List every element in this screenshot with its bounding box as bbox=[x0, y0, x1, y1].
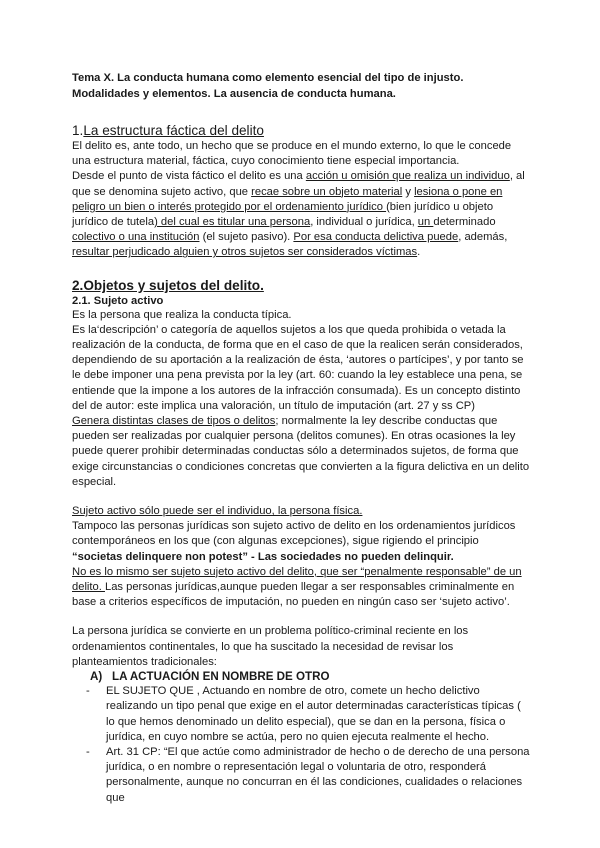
text-run: determinado bbox=[433, 216, 496, 229]
section-1-paragraph-1: El delito es, ante todo, un hecho que se produce en el mundo externo, lo que le concede una estructura material, fáctica, cuyo conocimiento tiene especial importancia. bbox=[72, 140, 512, 168]
text-run: , además, bbox=[458, 231, 508, 244]
underlined-run: Por esa conducta delictiva puede bbox=[293, 231, 459, 244]
section-2 bbox=[72, 277, 532, 806]
list-item-text: Art. 31 CP: “El que actúe como administrador de hecho o de derecho de una persona jurídica, o en nombre o representación legal o voluntaria de otro, responderá personalmente, aunque no concurran en él las condiciones, cualidades o relaciones que bbox=[106, 745, 530, 804]
document-title-line-1: Tema X. La conducta humana como elemento esencial del tipo de injusto. bbox=[72, 72, 464, 84]
subsection-2-1-heading: 2.1. Sujeto activo bbox=[72, 294, 164, 307]
underlined-run: un bbox=[417, 216, 434, 229]
dash-bullet: - bbox=[86, 685, 90, 698]
section-2-paragraph-8: La persona jurídica se convierte en un problema político-criminal reciente en los ordenamientos continentales, lo que ha suscitado la necesidad de revisar los planteamientos tradicionales: bbox=[72, 625, 469, 668]
section-1-heading bbox=[72, 122, 532, 139]
list-item-a-text: LA ACTUACIÓN EN NOMBRE DE OTRO bbox=[112, 670, 330, 684]
underlined-run: lesiona o pone en peligro un bien o interés protegido por el ordenamiento jurídico bbox=[72, 185, 503, 213]
list-item-text: EL SUJETO QUE , Actuando en nombre de otro, comete un hecho delictivo realizando un tipo penal que exige en el autor determinadas características típicas ( lo que hemos denominado un delito especial), que se dan en la persona, física o jurídica, en cuyo nombre se actúa, pero no quien ejecuta realmente el hecho. bbox=[106, 685, 521, 743]
text-run: Desde el punto de vista fáctico el delito es una bbox=[72, 170, 306, 183]
list-item bbox=[86, 745, 532, 806]
dash-list bbox=[72, 684, 532, 806]
underlined-run: Genera distintas clases de tipos o delitos bbox=[72, 415, 276, 428]
section-2-paragraph-5: Tampoco las personas jurídicas son sujeto activo de delito en los ordenamientos jurídicos contemporáneos en los que (con algunas excepciones), sigue rigiendo el principio bbox=[72, 520, 516, 548]
spacer bbox=[72, 610, 532, 624]
list-item bbox=[86, 684, 532, 745]
section-2-title: 2.Objetos y sujetos del delito. bbox=[72, 277, 264, 293]
text-run: (bien jurídico u objeto jurídico de tutela bbox=[72, 200, 494, 229]
section-2-paragraph-1: Es la persona que realiza la conducta típica. bbox=[72, 308, 292, 321]
document-title-line-2: Modalidades y elementos. La ausencia de conducta humana. bbox=[72, 88, 396, 100]
section-2-heading bbox=[72, 277, 532, 294]
document-page bbox=[72, 70, 532, 806]
section-2-paragraph-7 bbox=[72, 565, 532, 611]
list-item-a bbox=[90, 670, 532, 684]
text-run: , individual o jurídica, bbox=[310, 216, 418, 229]
section-2-latin-principle: “societas delinquere non potest” - Las sociedades no pueden delinquir. bbox=[72, 550, 454, 563]
dash-bullet: - bbox=[86, 745, 90, 758]
list-item-a-label: A) bbox=[90, 670, 103, 684]
section-2-paragraph-3 bbox=[72, 414, 532, 490]
underlined-run: colectivo o una institución bbox=[72, 231, 200, 244]
spacer bbox=[72, 490, 532, 504]
section-2-paragraph-4 bbox=[72, 504, 532, 519]
text-run: . bbox=[417, 246, 421, 259]
text-run: ; normalmente la ley describe conductas que pueden ser realizadas por cualquier persona (delitos comunes). En otras ocasiones la ley puede querer prohibir determinadas conductas sólo a determinados sujetos, de forma que exige circunstancias o condiciones concretas que convierten a la figura delictiva en un delito especial. bbox=[72, 415, 530, 488]
text-run: , al que se denomina sujeto activo, que bbox=[72, 170, 525, 198]
underlined-run: recae sobre un objeto material bbox=[251, 185, 403, 198]
underlined-run: acción u omisión que realiza un individuo bbox=[305, 170, 510, 183]
section-1-title: La estructura fáctica del delito bbox=[83, 123, 264, 138]
underlined-run: No es lo mismo ser sujeto sujeto activo del delito, que ser “penalmente responsable” de un delito. bbox=[72, 565, 522, 594]
text-run: y bbox=[402, 185, 415, 198]
text-run: Las personas jurídicas,aunque pueden llegar a ser responsables criminalmente en base a criterios específicos de imputación, no pueden en ningún caso ser ‘sujeto activo’. bbox=[72, 581, 515, 609]
underlined-run: ) del cual es titular una persona bbox=[154, 216, 311, 229]
underlined-run: Sujeto activo sólo puede ser el individuo, la persona física. bbox=[72, 505, 363, 518]
underlined-run: resultar perjudicado alguien y otros sujetos ser considerados víctimas bbox=[72, 246, 418, 259]
section-1-paragraph-2 bbox=[72, 169, 532, 260]
section-1-number: 1. bbox=[72, 123, 84, 138]
section-2-paragraph-2: Es la‘descripción’ o categoría de aquellos sujetos a los que queda prohibida o vetada la realización de la conducta, de forma que en el caso de que la realicen serán considerados, dependiendo de su aportación a la realización de ésta, ‘autores o partícipes’, y por tanto se le debe imponer una pena prevista por la ley (art. 60: cuando la ley establece una pena, se entiende que la impone a los autores de la infracción consumada). Es un concepto distinto del de autor: este implica una valoración, un título de imputación (art. 27 y ss CP) bbox=[72, 323, 524, 412]
text-run: (el sujeto pasivo). bbox=[199, 231, 294, 244]
